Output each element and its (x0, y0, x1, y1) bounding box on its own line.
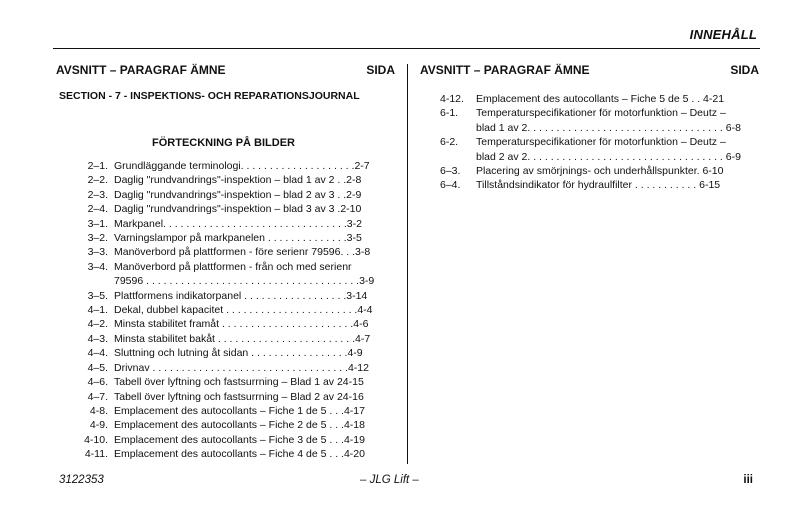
figure-entry[interactable] (74, 231, 398, 245)
figure-number: 4–4. (87, 347, 108, 360)
figure-entry[interactable] (74, 173, 398, 187)
right-figure-list (440, 92, 758, 193)
figure-title: Drivnav . . . . . . . . . . . . . . . . . . . . . . . . . . . . . . . . . .4-12 (114, 361, 369, 374)
figure-title: Minsta stabilitet framåt . . . . . . . . . . . . . . . . . . . . . . .4-6 (114, 318, 369, 331)
column-divider (407, 64, 408, 464)
right-column-head-label: AVSNITT – PARAGRAF ÄMNE (420, 63, 590, 77)
footer-doc-number: 3122353 (59, 474, 104, 486)
figure-entry[interactable] (74, 289, 398, 303)
right-column-page-label: SIDA (730, 63, 759, 77)
figure-number: 4-8. (89, 404, 108, 417)
figure-entry[interactable] (440, 178, 758, 192)
figure-number: 4–2. (87, 318, 108, 331)
figure-number: 4–6. (87, 376, 108, 389)
footer-brand: – JLG Lift – (360, 474, 419, 486)
figure-title: Emplacement des autocollants – Fiche 4 de 5 . . .4-20 (114, 448, 365, 461)
figure-number: 3–4. (87, 260, 108, 273)
figure-entry[interactable] (74, 303, 398, 317)
figure-number: 6–3. (440, 165, 461, 178)
figure-entry[interactable] (74, 375, 398, 389)
list-of-figures-heading: FÖRTECKNING PÅ BILDER (152, 137, 295, 149)
figure-number: 4-9. (89, 419, 108, 432)
figure-entry[interactable] (74, 418, 398, 432)
figure-number: 6–4. (440, 179, 461, 192)
figure-title: Plattformens indikatorpanel . . . . . . . . . . . . . . . . . .3-14 (114, 289, 368, 302)
figure-title: Minsta stabilitet bakåt . . . . . . . . . . . . . . . . . . . . . . . .4-7 (114, 332, 371, 345)
figure-entry[interactable] (440, 92, 758, 106)
figure-number: 4–5. (87, 361, 108, 374)
figure-number: 3–5. (87, 289, 108, 302)
figure-entry[interactable] (74, 188, 398, 202)
figure-title: Sluttning och lutning åt sidan . . . . . . . . . . . . . . . . .4-9 (114, 347, 363, 360)
figure-number: 3–3. (87, 246, 108, 259)
footer-page-number: iii (743, 474, 753, 486)
figure-title: Daglig "rundvandrings"-inspektion – blad 3 av 3 .2-10 (114, 203, 362, 216)
page-header-title: INNEHÅLL (689, 27, 757, 42)
figure-title: Emplacement des autocollants – Fiche 3 de 5 . . .4-19 (114, 433, 365, 446)
figure-entry[interactable] (74, 159, 398, 173)
figure-number: 4-10. (84, 433, 108, 446)
figure-number: 2–4. (87, 203, 108, 216)
left-column-header (56, 63, 395, 77)
figure-number: 6-2. (440, 136, 459, 149)
figure-title: Manöverbord på plattformen - före serienr 79596. . .3-8 (114, 246, 371, 259)
figure-title: Temperaturspecifikationer för motorfunktion – Deutz – blad 1 av 2. . . . . . . . . . . . . . . . . . . . . . . . . . . . . . . . . . 6-8 (476, 107, 741, 134)
figure-title: Manöverbord på plattformen - från och med serienr 79596 . . . . . . . . . . . . . . . . . . . . . . . . . . . . . . . . . . . . .3-9 (114, 260, 375, 288)
figure-number: 2–3. (87, 188, 108, 201)
figure-title: Grundläggande terminologi. . . . . . . . . . . . . . . . . . . .2-7 (114, 160, 370, 172)
figure-title: Temperaturspecifikationer för motorfunktion – Deutz – blad 2 av 2. . . . . . . . . . . . . . . . . . . . . . . . . . . . . . . . . . 6-9 (476, 136, 741, 163)
figure-entry[interactable] (74, 332, 398, 346)
figure-number: 2–2. (87, 174, 108, 187)
figure-entry[interactable] (74, 346, 398, 360)
figure-number: 4–3. (87, 332, 108, 345)
figure-entry[interactable] (74, 202, 398, 216)
left-column-page-label: SIDA (366, 63, 395, 77)
figure-number: 4-11. (84, 448, 108, 461)
figure-entry[interactable] (74, 260, 398, 289)
figure-title: Emplacement des autocollants – Fiche 2 de 5 . . .4-18 (114, 419, 365, 432)
right-column-header (420, 63, 759, 77)
figure-title: Dekal, dubbel kapacitet . . . . . . . . . . . . . . . . . . . . . . .4-4 (114, 304, 373, 317)
figure-entry[interactable] (440, 135, 758, 164)
figure-entry[interactable] (440, 164, 758, 178)
figure-title: Emplacement des autocollants – Fiche 1 de 5 . . .4-17 (114, 404, 365, 417)
figure-entry[interactable] (74, 404, 398, 418)
figure-number: 6-1. (440, 107, 459, 120)
figure-number: 2–1. (87, 160, 108, 172)
header-rule (53, 48, 760, 49)
figure-entry[interactable] (74, 447, 398, 461)
figure-title: Tabell över lyftning och fastsurrning – Blad 1 av 24-15 (114, 376, 364, 389)
figure-title: Tillståndsindikator för hydraulfilter . . . . . . . . . . . 6-15 (476, 179, 721, 192)
figure-number: 4–7. (87, 390, 108, 403)
figure-entry[interactable] (74, 217, 398, 231)
section-title: SECTION - 7 - INSPEKTIONS- OCH REPARATIONSJOURNAL (59, 90, 360, 102)
left-column-head-label: AVSNITT – PARAGRAF ÄMNE (56, 63, 226, 77)
figure-number: 3–2. (87, 232, 108, 245)
figure-title: Daglig "rundvandrings"-inspektion – blad 2 av 3 . .2-9 (114, 188, 362, 201)
figure-entry[interactable] (74, 361, 398, 375)
figure-entry[interactable] (440, 106, 758, 135)
left-figure-list (74, 159, 398, 462)
figure-number: 4–1. (87, 304, 108, 317)
figure-entry[interactable] (74, 390, 398, 404)
figure-title: Emplacement des autocollants – Fiche 5 de 5 . . 4-21 (476, 93, 725, 105)
figure-title: Varningslampor på markpanelen . . . . . . . . . . . . . .3-5 (114, 232, 362, 245)
figure-entry[interactable] (74, 245, 398, 259)
figure-title: Placering av smörjnings- och underhållspunkter. 6-10 (476, 165, 724, 178)
figure-number: 4-12. (440, 93, 464, 105)
figure-number: 3–1. (87, 217, 108, 230)
figure-title: Tabell över lyftning och fastsurrning – Blad 2 av 24-16 (114, 390, 364, 403)
figure-title: Daglig "rundvandrings"-inspektion – blad 1 av 2 . .2-8 (114, 174, 362, 187)
figure-entry[interactable] (74, 317, 398, 331)
figure-entry[interactable] (74, 433, 398, 447)
figure-title: Markpanel. . . . . . . . . . . . . . . . . . . . . . . . . . . . . . . .3-2 (114, 217, 362, 230)
